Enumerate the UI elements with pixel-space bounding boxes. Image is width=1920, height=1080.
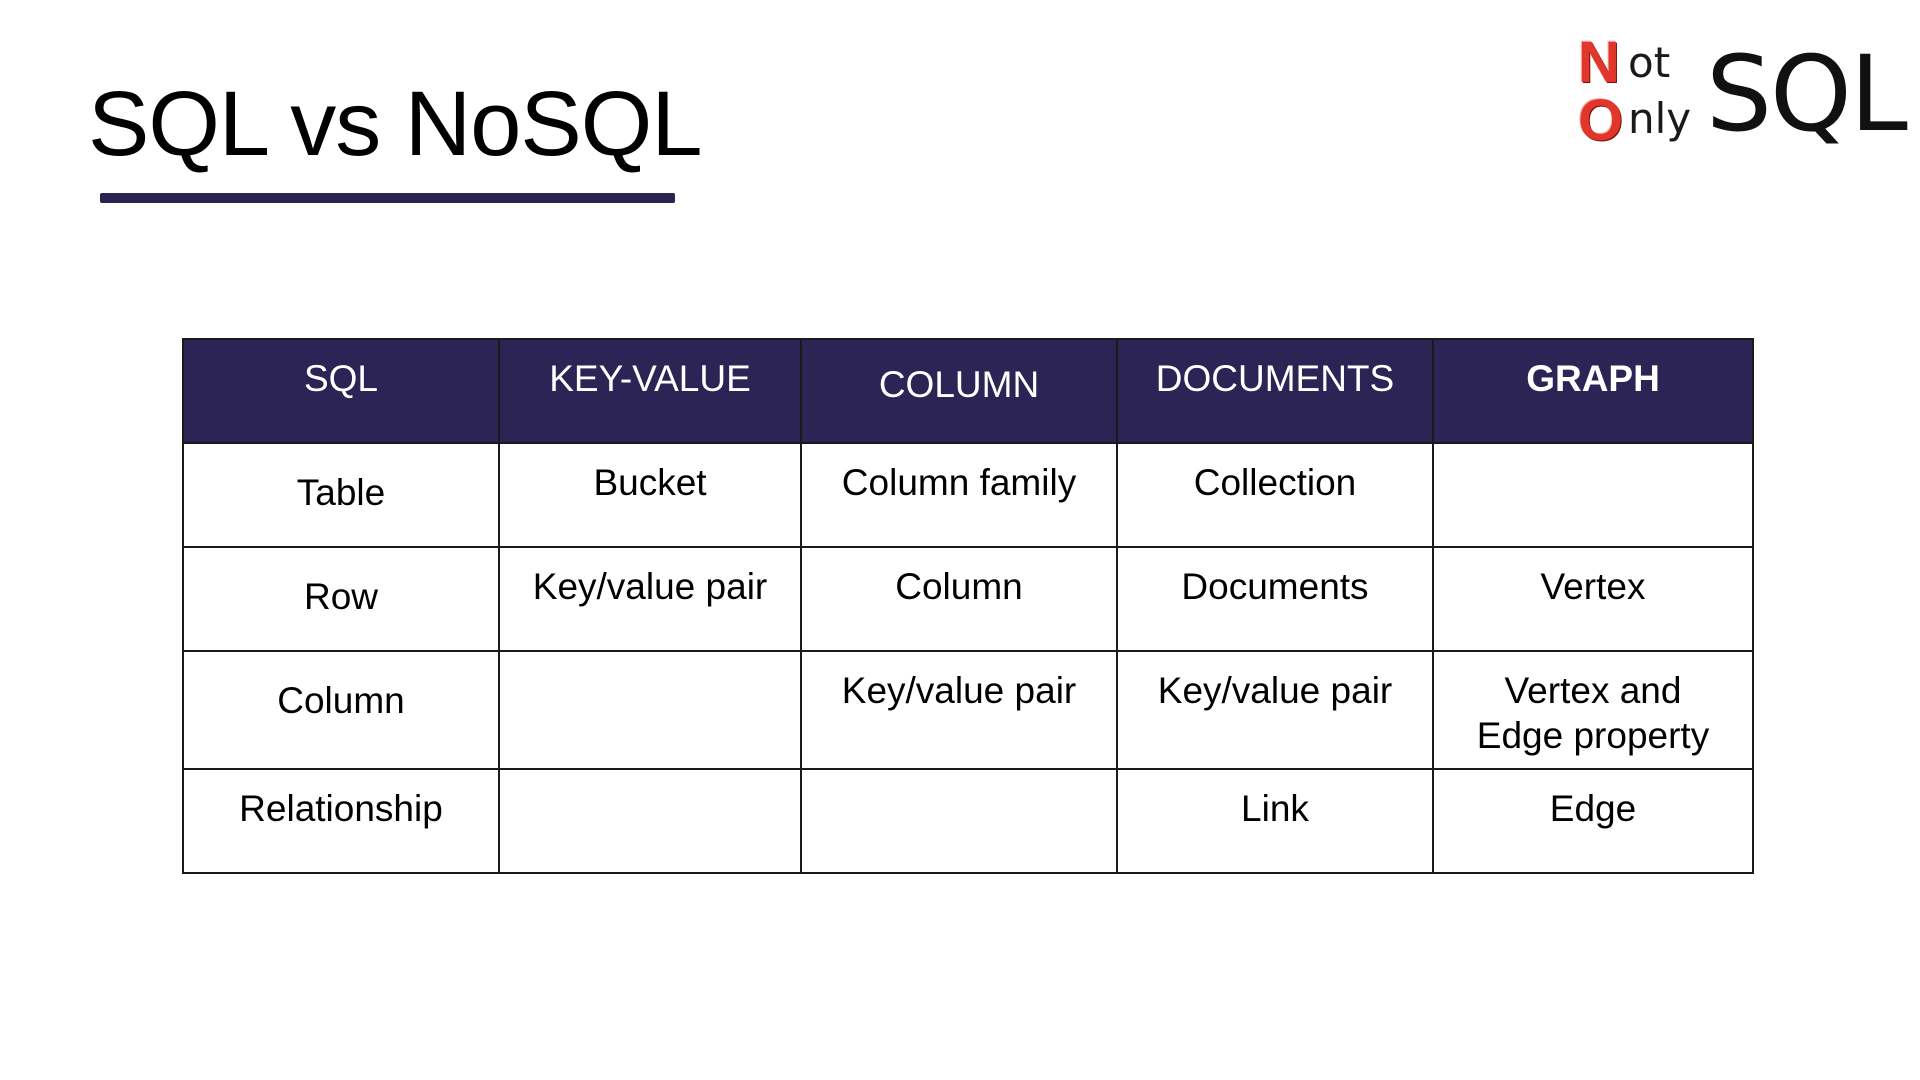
logo-letter-n: N bbox=[1578, 30, 1620, 95]
comparison-table bbox=[182, 338, 1754, 874]
title-underline bbox=[100, 193, 675, 203]
table-cell: Key/value pair bbox=[801, 651, 1117, 769]
table-cell: Key/value pair bbox=[1117, 651, 1433, 769]
table-cell bbox=[499, 769, 801, 873]
table-row bbox=[183, 547, 1753, 651]
slide-title: SQL vs NoSQL bbox=[88, 73, 702, 175]
header-graph: GRAPH bbox=[1433, 339, 1753, 443]
table-cell bbox=[499, 651, 801, 769]
table-cell: Edge bbox=[1433, 769, 1753, 873]
table-row bbox=[183, 443, 1753, 547]
header-column: COLUMN bbox=[801, 339, 1117, 443]
table-cell: Key/value pair bbox=[499, 547, 801, 651]
logo-letter-o: O bbox=[1578, 88, 1624, 153]
table-cell bbox=[1433, 443, 1753, 547]
nosql-logo bbox=[1578, 30, 1910, 155]
header-sql: SQL bbox=[183, 339, 499, 443]
table-cell: Column bbox=[801, 547, 1117, 651]
table-cell: Row bbox=[183, 547, 499, 651]
table-cell: Collection bbox=[1117, 443, 1433, 547]
table-cell: Link bbox=[1117, 769, 1433, 873]
table-cell: Column family bbox=[801, 443, 1117, 547]
logo-word-nly: nly bbox=[1628, 94, 1692, 143]
logo-word-sql: SQL bbox=[1706, 33, 1906, 155]
table-cell: Documents bbox=[1117, 547, 1433, 651]
table-cell: Bucket bbox=[499, 443, 801, 547]
header-documents: DOCUMENTS bbox=[1117, 339, 1433, 443]
table-cell: Relationship bbox=[183, 769, 499, 873]
table-cell: Table bbox=[183, 443, 499, 547]
table-row bbox=[183, 769, 1753, 873]
table-cell bbox=[801, 769, 1117, 873]
table-cell: Vertex and Edge property bbox=[1433, 651, 1753, 769]
table-cell: Column bbox=[183, 651, 499, 769]
table-header-row bbox=[183, 339, 1753, 443]
table-cell: Vertex bbox=[1433, 547, 1753, 651]
table-row bbox=[183, 651, 1753, 769]
header-key-value: KEY-VALUE bbox=[499, 339, 801, 443]
logo-word-ot: ot bbox=[1628, 38, 1671, 87]
